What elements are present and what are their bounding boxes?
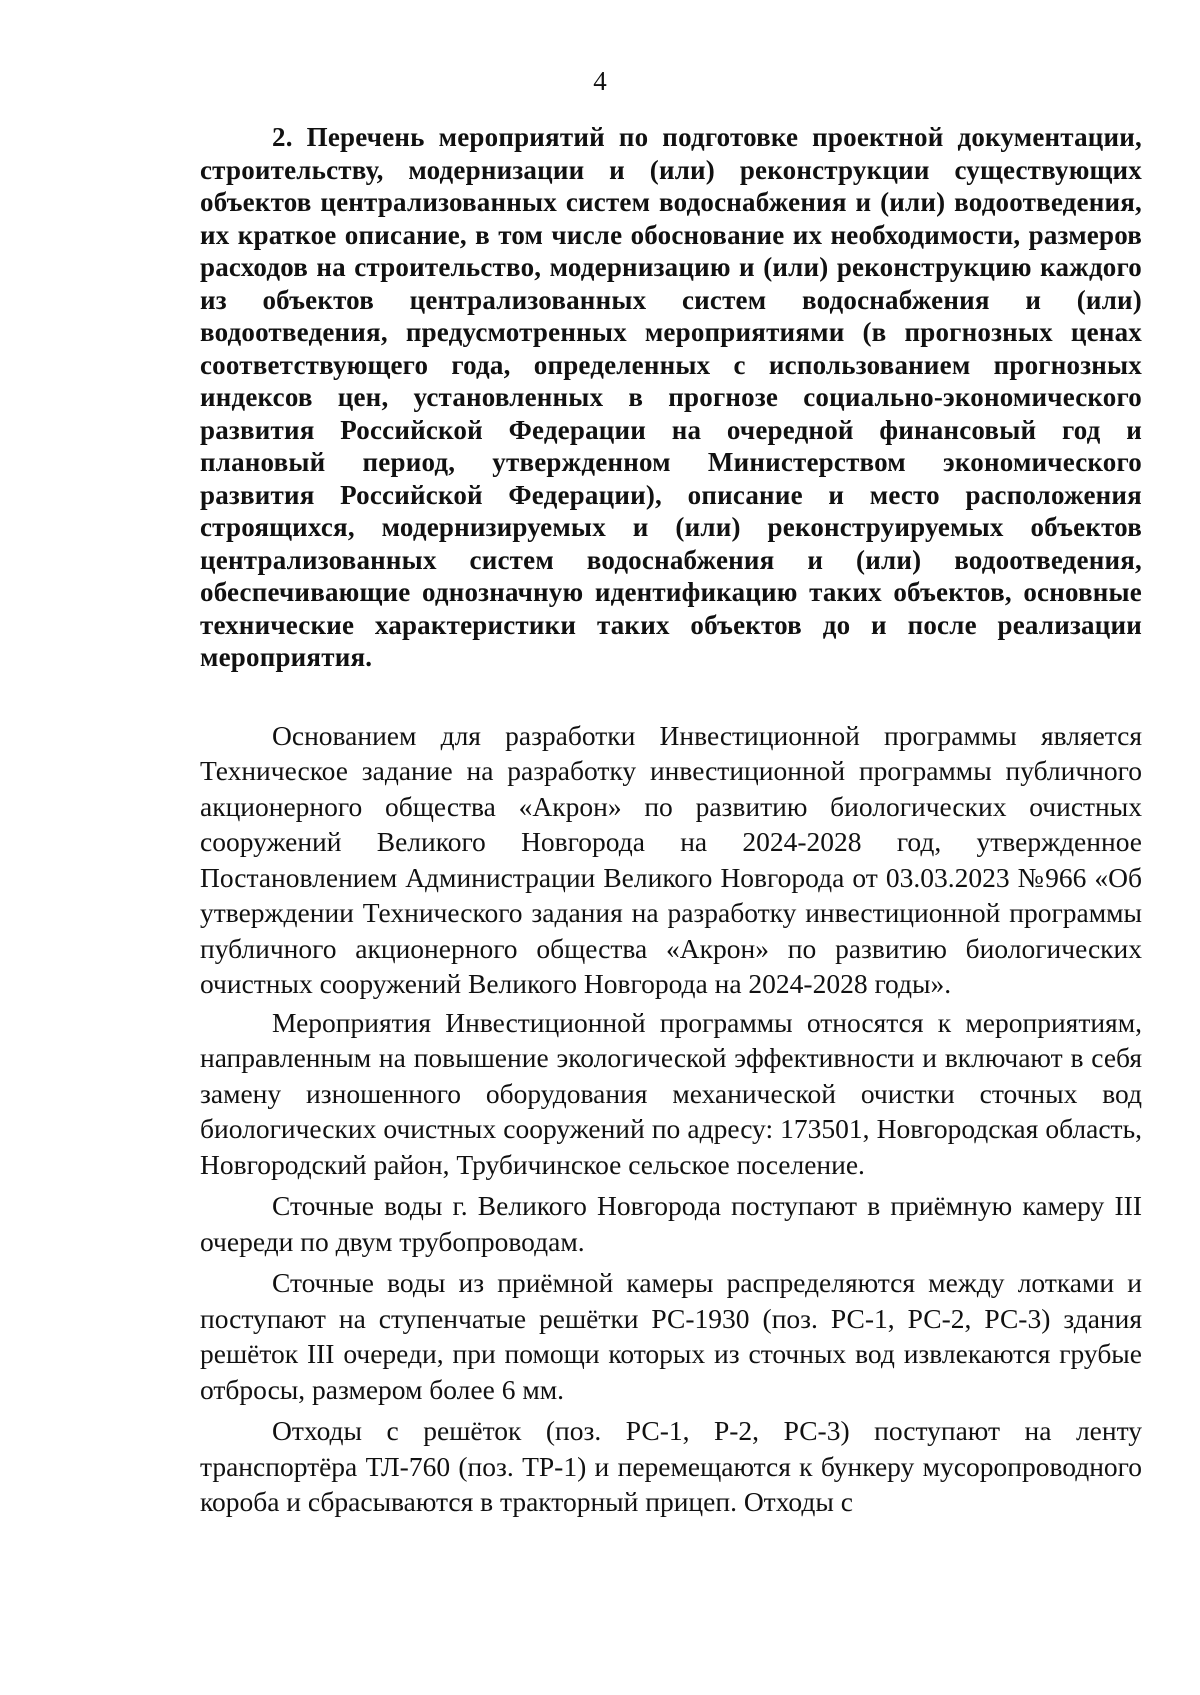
body-paragraph: Мероприятия Инвестиционной программы относятся к мероприятиям, направленным на повышение экологической эффективности и включают в себя замену изношенного оборудования механической очистки сточных вод биологических очистных сооружений по адресу: 173501, Новгородская область, Новгородский район, Трубичинское сельское поселение. [200,1006,1142,1180]
page-number: 4 [593,66,607,96]
body-paragraph: Отходы с решёток (поз. РС-1, Р-2, РС-3) поступают на ленту транспортёра ТЛ-760 (поз. ТР-1) и перемещаются к бункеру мусоропроводного короба и сбрасываются в тракторный прицеп. Отходы с [200,1415,1142,1517]
body-paragraph: Сточные воды г. Великого Новгорода поступают в приёмную камеру III очереди по двум трубопроводам. [200,1190,1142,1257]
document-body [200,121,1142,1520]
body-paragraph: Основанием для разработки Инвестиционной программы является Техническое задание на разработку инвестиционной программы публичного акционерного общества «Акрон» по развитию биологических очистных сооружений Великого Новгорода на 2024-2028 год, утвержденное Постановлением Администрации Великого Новгорода от 03.03.2023 №966 «Об утверждении Технического задания на разработку инвестиционной программы публичного акционерного общества «Акрон» по развитию биологических очистных сооружений Великого Новгорода на 2024-2028 годы». [200,719,1142,999]
body-paragraph: Сточные воды из приёмной камеры распределяются между лотками и поступают на ступенчатые решётки РС-1930 (поз. РС-1, РС-2, РС-3) здания решёток III очереди, при помощи которых из сточных вод извлекаются грубые отбросы, размером более 6 мм. [200,1267,1142,1405]
section-heading: 2. Перечень мероприятий по подготовке проектной документации, строительству, модернизации и (или) реконструкции существующих объектов централизованных систем водоснабжения и (или) водоотведения, их краткое описание, в том числе обоснование их необходимости, размеров расходов на строительство, модернизацию и (или) реконструкцию каждого из объектов централизованных систем водоснабжения и (или) водоотведения, предусмотренных мероприятиями (в прогнозных ценах соответствующего года, определенных с использованием прогнозных индексов цен, установленных в прогнозе социально-экономического развития Российской Федерации на очередной финансовый год и плановый период, утвержденном Министерством экономического развития Российской Федерации), описание и место расположения строящихся, модернизируемых и (или) реконструируемых объектов централизованных систем водоснабжения и (или) водоотведения, обеспечивающие однозначную идентификацию таких объектов, основные технические характеристики таких объектов до и после реализации мероприятия. [200,122,1142,672]
